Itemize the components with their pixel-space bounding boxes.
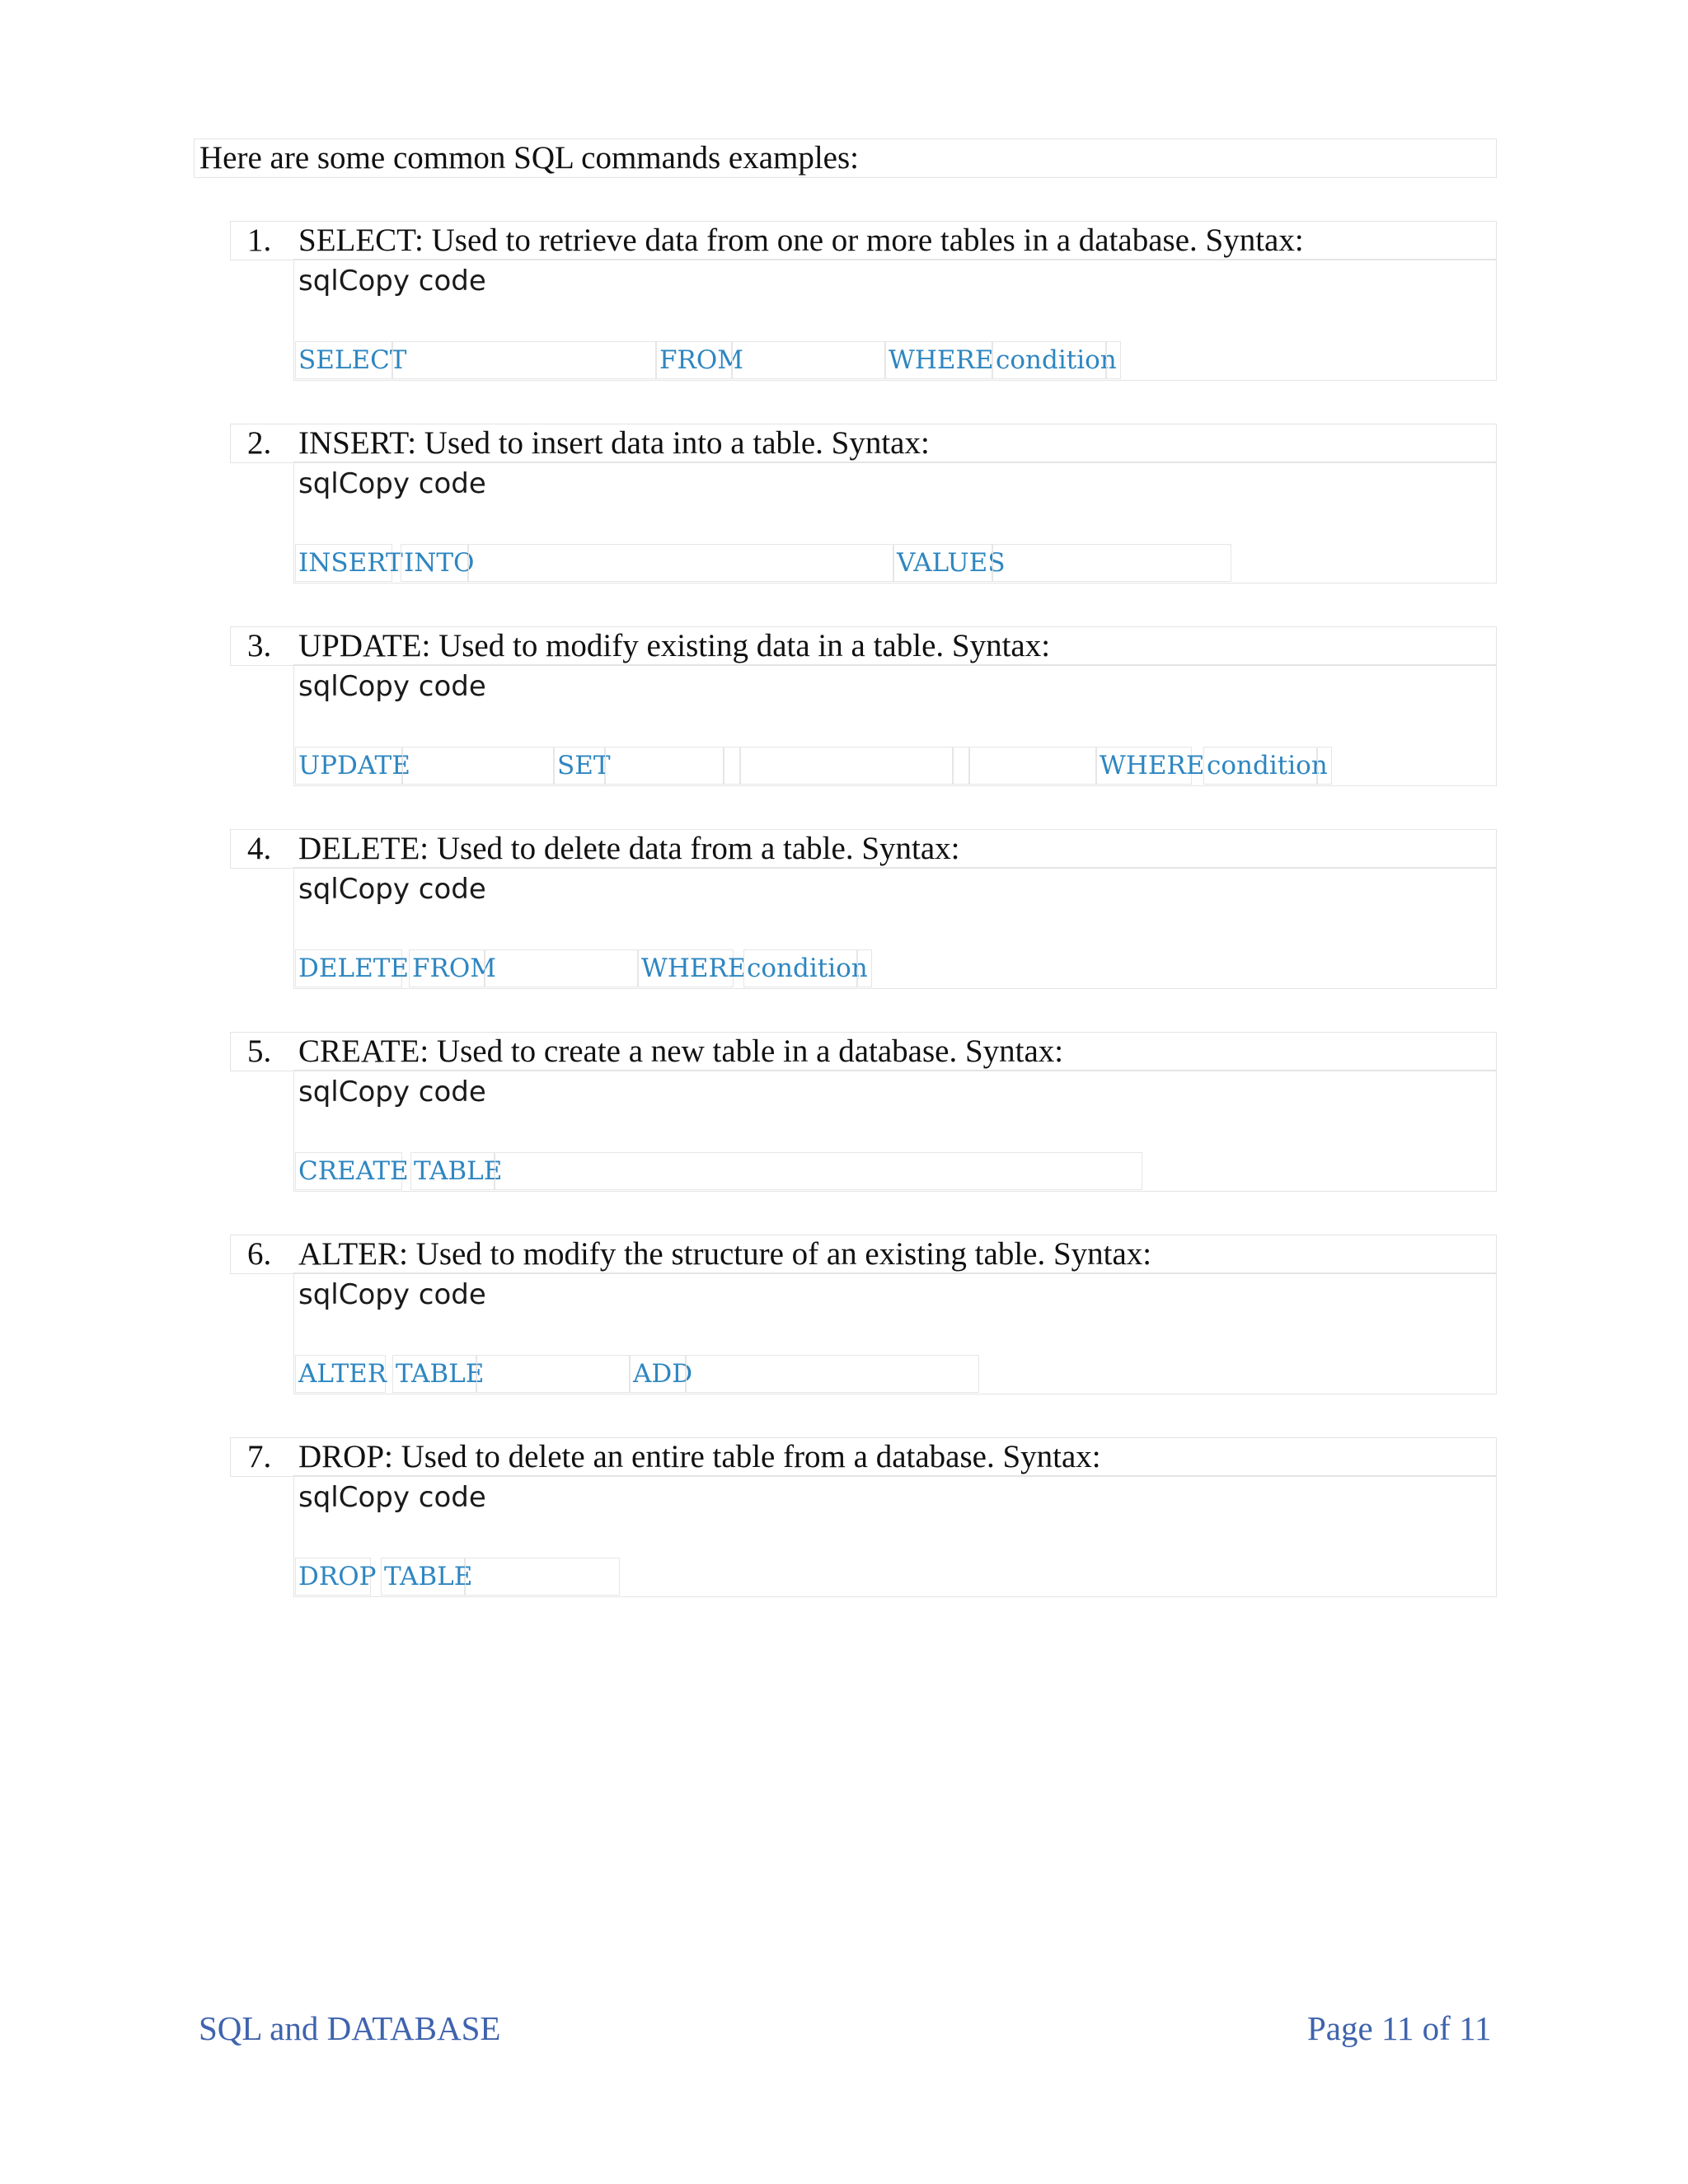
- code-token: [465, 1558, 620, 1596]
- code-token: VALUES: [893, 544, 992, 582]
- list-number: 3.: [247, 628, 272, 663]
- code-token: [732, 341, 885, 379]
- code-token: [485, 949, 638, 987]
- code-token: [740, 747, 953, 785]
- code-label: sqlCopy code: [298, 670, 486, 703]
- code-token: WHERE: [638, 949, 734, 987]
- list-item-text: ALTER: Used to modify the structure of an existing table. Syntax:: [298, 1236, 1152, 1272]
- code-token: TABLE: [392, 1355, 476, 1393]
- code-token: [857, 949, 872, 987]
- footer-page-number: Page 11 of 11: [1307, 2009, 1492, 2047]
- list-number: 4.: [247, 831, 272, 866]
- code-token: ALTER: [295, 1355, 386, 1393]
- footer-document-title: SQL and DATABASE: [199, 2009, 501, 2047]
- intro-text: Here are some common SQL commands examples:: [194, 138, 1497, 178]
- code-token: [392, 341, 656, 379]
- code-token: [605, 747, 724, 785]
- code-token: [495, 1152, 1142, 1190]
- code-token: [1317, 747, 1332, 785]
- code-token: INTO: [401, 544, 468, 582]
- code-token: FROM: [656, 341, 732, 379]
- code-token: SELECT: [295, 341, 392, 379]
- code-token: [969, 747, 1096, 785]
- code-token: FROM: [409, 949, 485, 987]
- code-label: sqlCopy code: [298, 873, 486, 906]
- code-token: condition: [743, 949, 857, 987]
- code-label: sqlCopy code: [298, 1481, 486, 1514]
- code-token: [468, 544, 893, 582]
- code-token: [476, 1355, 630, 1393]
- code-token: condition: [1203, 747, 1317, 785]
- list-number: 1.: [247, 223, 272, 258]
- code-label: sqlCopy code: [298, 1278, 486, 1311]
- code-token: UPDATE: [295, 747, 402, 785]
- code-token: INSERT: [295, 544, 392, 582]
- code-token: TABLE: [410, 1152, 495, 1190]
- code-token: condition: [992, 341, 1106, 379]
- list-number: 2.: [247, 425, 272, 461]
- code-token: WHERE: [1096, 747, 1192, 785]
- code-token: TABLE: [381, 1558, 465, 1596]
- code-token: WHERE: [885, 341, 992, 379]
- list-item-text: UPDATE: Used to modify existing data in a table. Syntax:: [298, 628, 1051, 663]
- code-token: DROP: [295, 1558, 371, 1596]
- code-label: sqlCopy code: [298, 467, 486, 500]
- list-number: 7.: [247, 1439, 272, 1474]
- list-item-text: DELETE: Used to delete data from a table. Syntax:: [298, 831, 960, 866]
- code-token: [686, 1355, 979, 1393]
- code-token: [1106, 341, 1121, 379]
- list-number: 6.: [247, 1236, 272, 1272]
- list-item-text: INSERT: Used to insert data into a table. Syntax:: [298, 425, 930, 461]
- code-token: CREATE: [295, 1152, 402, 1190]
- list-item-text: DROP: Used to delete an entire table from a database. Syntax:: [298, 1439, 1101, 1474]
- code-token: DELETE: [295, 949, 402, 987]
- code-token: [402, 747, 554, 785]
- list-number: 5.: [247, 1033, 272, 1069]
- code-token: [724, 747, 740, 785]
- code-label: sqlCopy code: [298, 265, 486, 298]
- code-token: ADD: [630, 1355, 686, 1393]
- code-token: [992, 544, 1231, 582]
- list-item-text: CREATE: Used to create a new table in a database. Syntax:: [298, 1033, 1064, 1069]
- code-token: [953, 747, 969, 785]
- code-token: SET: [554, 747, 605, 785]
- list-item-text: SELECT: Used to retrieve data from one or more tables in a database. Syntax:: [298, 223, 1304, 258]
- code-label: sqlCopy code: [298, 1076, 486, 1108]
